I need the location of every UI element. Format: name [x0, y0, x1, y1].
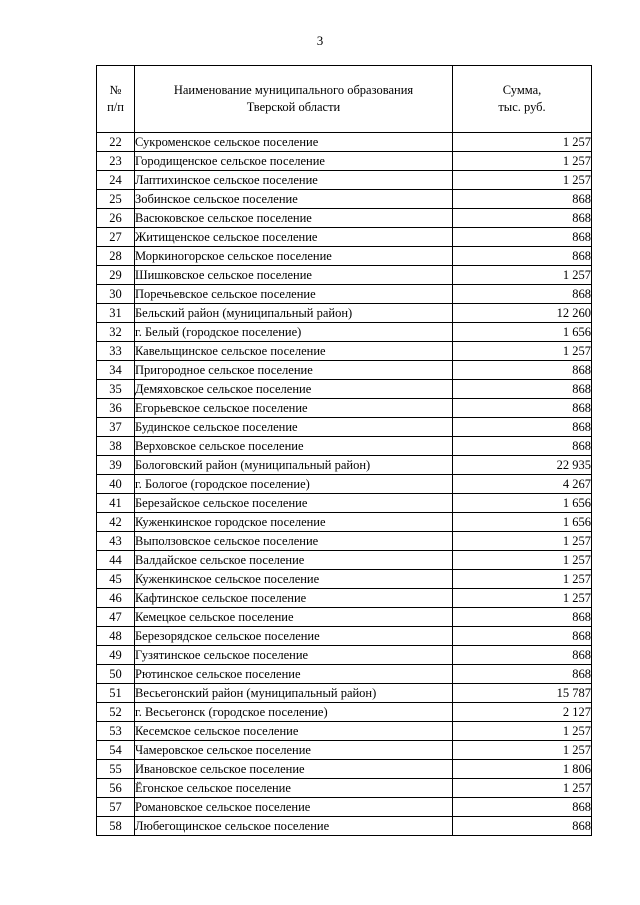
row-number: 23: [97, 152, 135, 171]
row-sum: 1 257: [453, 532, 592, 551]
table-row: [97, 570, 592, 589]
row-number: 43: [97, 532, 135, 551]
row-sum: 2 127: [453, 703, 592, 722]
row-number: 44: [97, 551, 135, 570]
row-sum: 868: [453, 798, 592, 817]
row-sum: 1 257: [453, 779, 592, 798]
row-sum: 15 787: [453, 684, 592, 703]
table-row: [97, 209, 592, 228]
row-name: Бологовский район (муниципальный район): [135, 456, 453, 475]
row-sum: 868: [453, 627, 592, 646]
table-header: [97, 66, 592, 133]
row-name: Ивановское сельское поселение: [135, 760, 453, 779]
row-name: г. Белый (городское поселение): [135, 323, 453, 342]
row-name: г. Весьегонск (городское поселение): [135, 703, 453, 722]
row-number: 30: [97, 285, 135, 304]
row-name: Куженкинское городское поселение: [135, 513, 453, 532]
row-sum: 1 257: [453, 342, 592, 361]
row-sum: 868: [453, 437, 592, 456]
row-sum: 868: [453, 380, 592, 399]
row-name: Выползовское сельское поселение: [135, 532, 453, 551]
table-row: [97, 513, 592, 532]
row-number: 55: [97, 760, 135, 779]
row-number: 47: [97, 608, 135, 627]
row-sum: 1 257: [453, 589, 592, 608]
table-row: [97, 380, 592, 399]
row-sum: 1 257: [453, 570, 592, 589]
row-name: Березорядское сельское поселение: [135, 627, 453, 646]
row-name: Куженкинское сельское поселение: [135, 570, 453, 589]
row-sum: 1 257: [453, 551, 592, 570]
row-sum: 868: [453, 209, 592, 228]
row-name: Кемецкое сельское поселение: [135, 608, 453, 627]
row-name: Житищенское сельское поселение: [135, 228, 453, 247]
row-number: 46: [97, 589, 135, 608]
row-sum: 1 257: [453, 133, 592, 152]
row-number: 36: [97, 399, 135, 418]
row-name: Кафтинское сельское поселение: [135, 589, 453, 608]
header-name-line2: Тверской области: [246, 100, 341, 114]
table-row: [97, 285, 592, 304]
row-number: 45: [97, 570, 135, 589]
header-number-line1: №: [109, 83, 122, 97]
row-number: 35: [97, 380, 135, 399]
table-row: [97, 304, 592, 323]
row-number: 27: [97, 228, 135, 247]
row-name: Любегощинское сельское поселение: [135, 817, 453, 836]
row-sum: 1 257: [453, 171, 592, 190]
row-sum: 22 935: [453, 456, 592, 475]
table-row: [97, 152, 592, 171]
table-row: [97, 190, 592, 209]
row-number: 57: [97, 798, 135, 817]
row-number: 50: [97, 665, 135, 684]
header-name-line1: Наименование муниципального образования: [173, 83, 414, 97]
row-name: Романовское сельское поселение: [135, 798, 453, 817]
row-number: 38: [97, 437, 135, 456]
row-name: Чамеровское сельское поселение: [135, 741, 453, 760]
table-row: [97, 418, 592, 437]
table-row: [97, 665, 592, 684]
table-row: [97, 741, 592, 760]
row-number: 53: [97, 722, 135, 741]
header-name: [135, 66, 453, 133]
row-number: 33: [97, 342, 135, 361]
row-sum: 868: [453, 646, 592, 665]
row-number: 24: [97, 171, 135, 190]
table-row: [97, 494, 592, 513]
row-sum: 868: [453, 190, 592, 209]
table-row: [97, 361, 592, 380]
table-row: [97, 399, 592, 418]
row-sum: 4 267: [453, 475, 592, 494]
table-row: [97, 133, 592, 152]
row-name: Сукроменское сельское поселение: [135, 133, 453, 152]
row-number: 49: [97, 646, 135, 665]
header-number-line2: п/п: [107, 100, 124, 114]
row-sum: 1 257: [453, 741, 592, 760]
row-name: Шишковское сельское поселение: [135, 266, 453, 285]
row-number: 42: [97, 513, 135, 532]
table-row: [97, 798, 592, 817]
table-row: [97, 684, 592, 703]
row-sum: 1 656: [453, 494, 592, 513]
table-row: [97, 247, 592, 266]
row-sum: 868: [453, 247, 592, 266]
table-row: [97, 475, 592, 494]
row-number: 41: [97, 494, 135, 513]
row-name: Валдайское сельское поселение: [135, 551, 453, 570]
row-sum: 12 260: [453, 304, 592, 323]
row-number: 28: [97, 247, 135, 266]
table-row: [97, 627, 592, 646]
row-sum: 868: [453, 285, 592, 304]
row-name: Егорьевское сельское поселение: [135, 399, 453, 418]
table-row: [97, 228, 592, 247]
row-name: Моркиногорское сельское поселение: [135, 247, 453, 266]
row-sum: 868: [453, 399, 592, 418]
page-number: 3: [316, 33, 324, 48]
row-number: 58: [97, 817, 135, 836]
header-sum-line1: Сумма,: [502, 83, 542, 97]
row-sum: 1 257: [453, 722, 592, 741]
row-number: 40: [97, 475, 135, 494]
row-name: Рютинское сельское поселение: [135, 665, 453, 684]
row-name: Городищенское сельское поселение: [135, 152, 453, 171]
row-name: Верховское сельское поселение: [135, 437, 453, 456]
row-name: Васюковское сельское поселение: [135, 209, 453, 228]
table-row: [97, 437, 592, 456]
table-body: [97, 133, 592, 836]
row-sum: 868: [453, 228, 592, 247]
row-name: Демяховское сельское поселение: [135, 380, 453, 399]
header-sum-line2: тыс. руб.: [498, 100, 546, 114]
row-name: Кавельщинское сельское поселение: [135, 342, 453, 361]
table-row: [97, 342, 592, 361]
row-sum: 1 656: [453, 323, 592, 342]
row-number: 51: [97, 684, 135, 703]
row-number: 48: [97, 627, 135, 646]
row-number: 26: [97, 209, 135, 228]
row-number: 31: [97, 304, 135, 323]
row-sum: 868: [453, 817, 592, 836]
municipal-sums-table: [96, 65, 592, 836]
table-row: [97, 532, 592, 551]
table-row: [97, 266, 592, 285]
row-name: Поречьевское сельское поселение: [135, 285, 453, 304]
row-name: Лаптихинское сельское поселение: [135, 171, 453, 190]
table-row: [97, 703, 592, 722]
row-number: 25: [97, 190, 135, 209]
row-number: 39: [97, 456, 135, 475]
row-name: Пригородное сельское поселение: [135, 361, 453, 380]
row-name: Бельский район (муниципальный район): [135, 304, 453, 323]
row-name: Березайское сельское поселение: [135, 494, 453, 513]
row-sum: 1 257: [453, 152, 592, 171]
row-name: Весьегонский район (муниципальный район): [135, 684, 453, 703]
row-number: 29: [97, 266, 135, 285]
row-sum: 1 257: [453, 266, 592, 285]
table-row: [97, 589, 592, 608]
row-number: 37: [97, 418, 135, 437]
row-sum: 868: [453, 361, 592, 380]
row-sum: 868: [453, 608, 592, 627]
table-row: [97, 646, 592, 665]
table-row: [97, 171, 592, 190]
row-number: 22: [97, 133, 135, 152]
header-sum: [453, 66, 592, 133]
row-number: 34: [97, 361, 135, 380]
row-sum: 1 806: [453, 760, 592, 779]
header-number: [97, 66, 135, 133]
table-row: [97, 779, 592, 798]
row-name: Кесемское сельское поселение: [135, 722, 453, 741]
row-name: Ёгонское сельское поселение: [135, 779, 453, 798]
row-number: 56: [97, 779, 135, 798]
row-name: Зобинское сельское поселение: [135, 190, 453, 209]
table-row: [97, 323, 592, 342]
row-sum: 1 656: [453, 513, 592, 532]
row-name: г. Бологое (городское поселение): [135, 475, 453, 494]
table-row: [97, 760, 592, 779]
row-name: Гузятинское сельское поселение: [135, 646, 453, 665]
row-name: Будинское сельское поселение: [135, 418, 453, 437]
row-sum: 868: [453, 665, 592, 684]
table-row: [97, 722, 592, 741]
row-number: 32: [97, 323, 135, 342]
table-row: [97, 608, 592, 627]
table-row: [97, 456, 592, 475]
row-number: 52: [97, 703, 135, 722]
row-sum: 868: [453, 418, 592, 437]
table-row: [97, 817, 592, 836]
row-number: 54: [97, 741, 135, 760]
table-row: [97, 551, 592, 570]
